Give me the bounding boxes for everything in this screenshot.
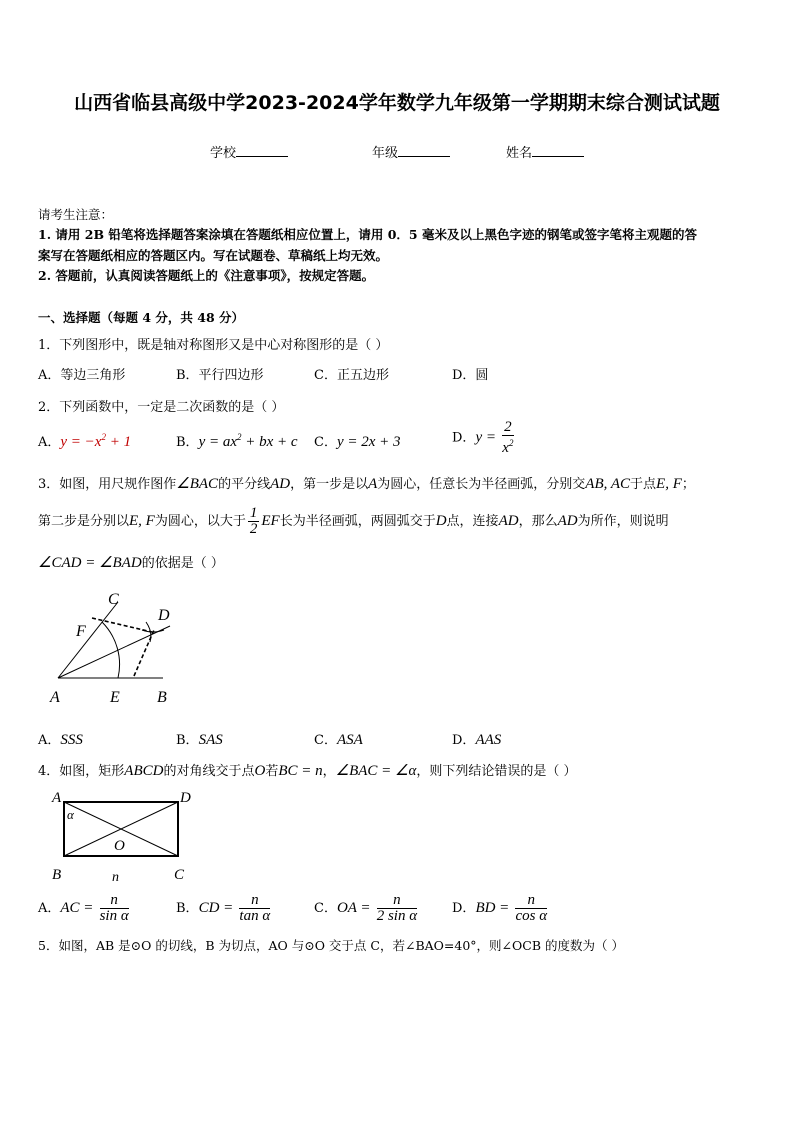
notice-heading: 请考生注意： bbox=[38, 207, 114, 222]
grade-label: 年级 bbox=[372, 146, 399, 161]
label-a: A bbox=[50, 689, 60, 706]
q2-option-c-math: y = 2x + 3 bbox=[336, 434, 401, 450]
page-title: 山西省临县高级中学2023-2024学年数学九年级第一学期期末综合测试试题 bbox=[74, 92, 720, 114]
q1-option-a: A．等边三角形 bbox=[38, 368, 126, 383]
label-b: B bbox=[157, 689, 167, 706]
grade-field bbox=[372, 142, 450, 161]
q2-option-a bbox=[38, 431, 131, 451]
label-d: D bbox=[158, 607, 170, 624]
label-d: D bbox=[180, 790, 191, 806]
q3-angle-bisector-figure bbox=[40, 586, 190, 710]
label-c: C bbox=[174, 867, 185, 883]
notice-line-3: 2. 答题前，认真阅读答题纸上的《注意事项》，按规定答题。 bbox=[38, 268, 375, 283]
notice-line-1: 1. 请用 2B 铅笔将选择题答案涂填在答题纸相应位置上，请用 0．5 毫米及以上黑色字迹的钢笔或签字笔将主观题的答 bbox=[38, 227, 697, 242]
name-blank bbox=[532, 155, 584, 157]
q1-option-c: C．正五边形 bbox=[314, 368, 389, 383]
q1-option-d: D．圆 bbox=[452, 368, 489, 383]
label-c: C bbox=[108, 591, 119, 608]
q2-option-a-label: A． bbox=[38, 435, 61, 450]
q4-rectangle-figure bbox=[48, 788, 198, 888]
q3-stem-line-2: 第二步是分别以E, F为圆心，以大于 $\frac{1}{2}$ EF长为半径画弧，两圆弧交于D点，连接AD，那么AD为所作，则说明 bbox=[38, 505, 669, 537]
label-e: E bbox=[110, 689, 120, 706]
label-b: B bbox=[52, 867, 62, 883]
label-f: F bbox=[76, 623, 86, 640]
arc-ef bbox=[102, 622, 120, 678]
name-label: 姓名 bbox=[506, 146, 533, 161]
q3-option-d: D．AAS bbox=[452, 732, 502, 748]
q4-option-d: D．BD = $\frac{n}{\text{cos α}}$ bbox=[452, 892, 548, 924]
q3-option-a: A．SSS bbox=[38, 732, 83, 748]
label-alpha: α bbox=[67, 807, 74, 822]
q2-stem: 2．下列函数中，一定是二次函数的是（ ） bbox=[38, 400, 285, 415]
grade-blank bbox=[398, 155, 450, 157]
section-heading: 一、选择题（每题 4 分，共 48 分） bbox=[38, 310, 245, 325]
q3-option-c: C．ASA bbox=[314, 732, 363, 748]
q2-option-b-label: B． bbox=[176, 435, 199, 450]
q4-option-a: A．AC = $\frac{n}{\text{sin α}}$ bbox=[38, 892, 129, 924]
q1-stem: 1．下列图形中，既是轴对称图形又是中心对称图形的是（ ） bbox=[38, 338, 389, 353]
notice-line-2: 案写在答题纸相应的答题区内。写在试题卷、草稿纸上均无效。 bbox=[38, 248, 389, 263]
q2-option-a-math: $y = -x^2 + 1$ bbox=[60, 432, 132, 450]
q3-half-fraction: $\frac{1}{2}$ bbox=[249, 505, 258, 537]
label-n: n bbox=[112, 870, 119, 885]
q2-option-d-lhs: y = bbox=[475, 429, 496, 446]
q1-option-b: B．平行四边形 bbox=[176, 368, 264, 383]
q5-stem: 5．如图，AB 是⊙O 的切线，B 为切点，AO 与⊙O 交于点 C，若∠BAO=40°，则∠OCB 的度数为（ ） bbox=[38, 938, 624, 953]
q4-stem: 4．如图，矩形ABCD的对角线交于点O若BC = n，∠BAC = ∠α，则下列结论错误的是（ ） bbox=[38, 763, 577, 779]
q2-option-b bbox=[176, 431, 298, 451]
label-o: O bbox=[114, 838, 125, 854]
q2-option-d bbox=[452, 420, 516, 456]
q2-option-c bbox=[314, 431, 401, 451]
q2-option-b-math: $y = ax^2$ + bx + c bbox=[198, 432, 298, 450]
q3-stem-line-3: ∠CAD = ∠BAD的依据是（ ） bbox=[38, 555, 224, 571]
q4-option-b: B．CD = $\frac{n}{\text{tan α}}$ bbox=[176, 892, 271, 924]
q3-stem-line-1: 3．如图，用尺规作图作∠BAC的平分线AD，第一步是以A为圆心，任意长为半径画弧，分别交AB, AC于点E, F； bbox=[38, 476, 695, 492]
school-blank bbox=[236, 155, 288, 157]
school-field bbox=[210, 142, 288, 161]
q2-option-c-label: C． bbox=[314, 435, 337, 450]
q2-option-d-label: D． bbox=[452, 430, 476, 446]
q4-option-c: C．OA = $\frac{n}{\text{2 sin α}}$ bbox=[314, 892, 418, 924]
q3-option-b: B．SAS bbox=[176, 732, 223, 748]
name-field bbox=[506, 142, 584, 161]
q2-option-d-fraction: $\frac{2}{x^2}$ bbox=[502, 419, 514, 456]
school-label: 学校 bbox=[210, 146, 237, 161]
ray-ac bbox=[58, 602, 118, 678]
label-a: A bbox=[52, 790, 62, 806]
